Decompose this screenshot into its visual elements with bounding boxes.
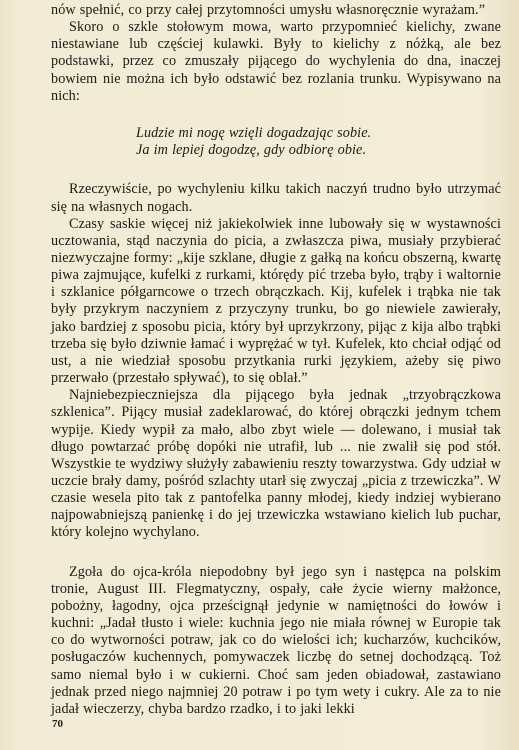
paragraph: Zgoła do ojca-króla niepodobny był jego syn i następca na polskim tronie, August III. Flegmatyczny, ospały, całe życie wierny małżonce, pobożny, łagodny, ojca prześcignął jedynie w namiętności do łowów i kuchni: „Jadał tłusto i wiele: kuchnia jego nie miała równej w Europie tak co do wytworności potraw, jak co do wielości ich; kucharzów, kuchcików, posługaczów kuchennych, pomywaczek liczbę do setnej dochodzącą. Toż samo niemal było i w cukierni. Choć sam jeden obiadował, zastawiano jednak przed niego najmniej 20 potraw i po tym wety i cukry. Ale za to nie jadał wieczerzy, chyba bardzo rzadko, i to jaki lekki xyxy=(51,563,501,717)
verse-line: Ja im lepiej dogodzę, gdy odbiorę obie. xyxy=(136,142,367,159)
paragraph: Najniebezpieczniejsza dla pijącego była jednak „trzyobrączkowa szklenica”. Pijący musiał zadeklarować, do której obrączki jednym tchem wypije. Kiedy wypił za mało, albo zbyt wiele — dolewano, i musiał tak długo powtarzać próbę dopóki nie utrafił, lub ... nie zwalił się pod stół. Wszystkie te wydziwy służyły zabawieniu reszty towarzystwa. Gdy udział w uczcie brały damy, pośród szlachty utarł się zwyczaj „picia z trzewiczka”. W czasie wesela pito tak z pantofelka panny młodej, kiedy indziej wybierano najpowabniejszą panienkę i do jej trzewiczka wstawiano kielich lub puchar, który kolejno wychylano. xyxy=(51,387,501,541)
page-text xyxy=(51,2,501,718)
page-number: 70 xyxy=(52,718,63,730)
paragraph: Skoro o szkle stołowym mowa, warto przypomnieć kielichy, zwane niestawiane lub częściej kulawki. Były to kielichy z nóżką, ale bez podstawki, przez co zmuszały pijącego do wychylenia do dna, inaczej bowiem nie można ich było odstawić bez rozlania trunku. Wypisywano na nich: xyxy=(51,19,501,104)
paragraph: nów spełnić, co przy całej przytomności umysłu własnoręcznie wyrażam.” xyxy=(51,2,486,18)
paragraph: Czasy saskie więcej niż jakiekolwiek inne lubowały się w wystawności ucztowania, stąd naczynia do picia, a zwłaszcza piwa, musiały przybierać niezwyczajne formy: „kije szklane, długie z gałką na końcu obszerną, kwartę piwa zajmujące, kufelki z rurkami, którędy pić trzeba było, trąby i waltornie i szklanice półgarncowe o trzech obrączkach. Kij, kufelek i trąbka nie tak były przykrym naczyniem z przyczyny trunku, bo go niewiele zawierały, jako bardziej z sposobu picia, który był uprzykrzony, pijąc z kija albo trąbki trzeba się było dziwnie łamać i wyprężać w tył. Kufelek, kto chciał odjąć od ust, a nie wiedział sposobu przytkania rurki językiem, ażeby się piwo przerwało (przestało spływać), to się oblał.” xyxy=(51,215,501,387)
paragraph: Rzeczywiście, po wychyleniu kilku takich naczyń trudno było utrzymać się na własnych nogach. xyxy=(51,181,501,215)
verse-line: Ludzie mi nogę wzięli dogadzając sobie. xyxy=(136,124,372,141)
verse-inscription xyxy=(136,125,501,159)
